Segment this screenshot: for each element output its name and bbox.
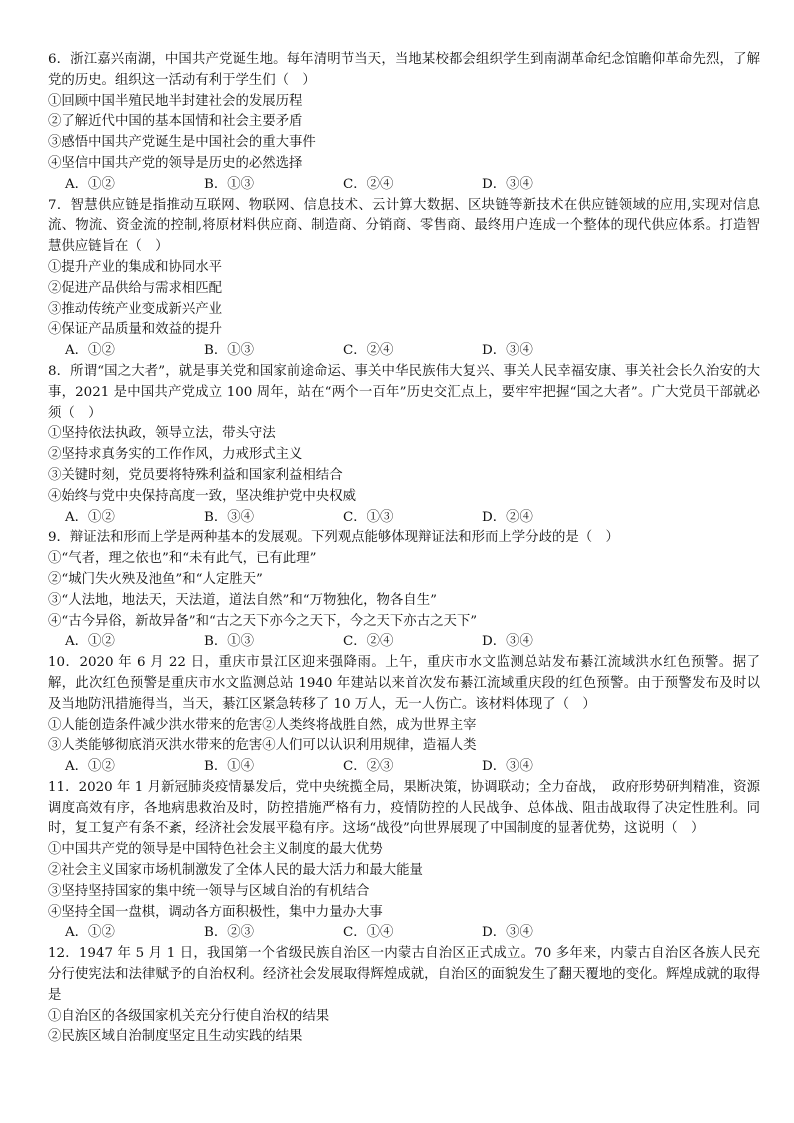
answer-choice-d: D．③④ [482, 176, 533, 192]
answer-choice-b: B．②③ [204, 925, 255, 941]
answer-choice-b: B．③④ [204, 509, 255, 525]
answer-choice-c: C．②③ [343, 759, 394, 775]
question-stem: 11．2020 年 1 月新冠肺炎疫情暴发后，党中央统揽全局，果断决策，协调联动；全力奋战， 政府形势研判精准，资源调度高效有序，各地病患救治及时，防控措施严格有力，疫情防控的人民战争、总体战、阻击战取得了决定性胜利。同时，复工复产有条不紊，经济社会发展平稳有序。这场“战役”向世界展现了中国制度的显著优势，这说明（ ） [48, 779, 760, 837]
statement-option: ②“城门失火殃及池鱼”和“人定胜天” [48, 571, 263, 587]
statement-option: ③感悟中国共产党诞生是中国社会的重大事件 [48, 135, 316, 151]
answer-choice-a: A．①② [65, 176, 115, 192]
question-stem: 12．1947 年 5 月 1 日，我国第一个省级民族自治区一内蒙古自治区正式成立。70 多年来，内蒙古自治区各族人民充分行使宪法和法律赋予的自治权利。经济社会发展取得辉煌成就，自治区的面貌发生了翻天覆地的变化。辉煌成就的取得是 [48, 946, 760, 1003]
statement-option: ③人类能够彻底消灭洪水带来的危害④人们可以认识利用规律，造福人类 [48, 738, 477, 754]
answer-choice-b: B．①④ [204, 759, 255, 775]
question-11 [48, 778, 760, 944]
answer-choice-a: A．①② [65, 925, 115, 941]
answer-choice-c: C．②④ [343, 634, 394, 650]
statement-option: ①中国共产党的领导是中国特色社会主义制度的最大优势 [48, 842, 383, 858]
answer-choices [65, 632, 760, 653]
question-12 [48, 944, 760, 1048]
question-9 [48, 528, 760, 653]
question-stem: 9．辩证法和形而上学是两种基本的发展观。下列观点能够体现辩证法和形而上学分歧的是（ ） [48, 530, 619, 546]
statement-option: ②坚持求真务实的工作作风，力戒形式主义 [48, 447, 303, 463]
answer-choice-b: B．①③ [204, 634, 255, 650]
statement-option: ①人能创造条件减少洪水带来的危害②人类终将战胜自然，成为世界主宰 [48, 717, 477, 733]
answer-choice-a: A．①② [65, 759, 115, 775]
question-7 [48, 196, 760, 362]
statement-option: ②社会主义国家市场机制激发了全体人民的最大活力和最大能量 [48, 863, 423, 879]
statement-option: ②了解近代中国的基本国情和社会主要矛盾 [48, 114, 303, 130]
statement-option: ④始终与党中央保持高度一致，坚决维护党中央权威 [48, 488, 356, 504]
question-stem: 6．浙江嘉兴南湖，中国共产党诞生地。每年清明节当天，当地某校都会组织学生到南湖革命纪念馆瞻仰革命先烈，了解党的历史。组织这一活动有利于学生们（ ） [48, 52, 760, 88]
question-8 [48, 362, 760, 528]
answer-choices [65, 508, 760, 529]
answer-choice-d: D．③④ [482, 343, 533, 359]
answer-choice-c: C．②④ [343, 343, 394, 359]
statement-option: ③坚持坚持国家的集中统一领导与区域自治的有机结合 [48, 883, 370, 899]
question-stem: 8．所谓“国之大者”，就是事关党和国家前途命运、事关中华民族伟大复兴、事关人民幸福安康、事关社会长久治安的大事，2021 是中国共产党成立 100 周年，站在“两个一百年”历史交汇点上，要牢牢把握“国之大者”。广大党员干部就必须（ ） [48, 363, 760, 421]
statement-option: ②民族区域自治制度坚定且生动实践的结果 [48, 1029, 303, 1045]
answer-choice-c: C．①④ [343, 925, 394, 941]
statement-option: ③“人法地，地法天，天法道，道法自然”和“万物独化，物各自生” [48, 592, 437, 608]
statement-option: ①回顾中国半殖民地半封建社会的发展历程 [48, 93, 303, 109]
statement-option: ①坚持依法执政，领导立法，带头守法 [48, 426, 276, 442]
question-stem: 7．智慧供应链是指推动互联网、物联网、信息技术、云计算大数据、区块链等新技术在供应链领域的应用,实现对信息流、物流、资金流的控制,将原材料供应商、制造商、分销商、零售商、最终用户连成一个整体的现代供应体系。打造智慧供应链旨在（ ） [48, 197, 760, 255]
answer-choices [65, 923, 760, 944]
statement-option: ①提升产业的集成和协同水平 [48, 259, 223, 275]
answer-choices [65, 757, 760, 778]
statement-option: ④坚信中国共产党的领导是历史的必然选择 [48, 155, 303, 171]
statement-option: ①自治区的各级国家机关充分行使自治权的结果 [48, 1008, 330, 1024]
statement-option: ①“气者，理之依也”和“未有此气，已有此理” [48, 551, 317, 567]
answer-choice-c: C．②④ [343, 176, 394, 192]
statement-option: ③推动传统产业变成新兴产业 [48, 301, 223, 317]
answer-choice-d: D．③④ [482, 925, 533, 941]
statement-option: ④保证产品质量和效益的提升 [48, 322, 223, 338]
answer-choice-a: A．①② [65, 509, 115, 525]
answer-choices [65, 341, 760, 362]
answer-choice-a: A．①② [65, 634, 115, 650]
question-10 [48, 653, 760, 778]
answer-choice-d: D．③④ [482, 759, 533, 775]
answer-choice-a: A．①② [65, 343, 115, 359]
question-6 [48, 50, 760, 196]
statement-option: ④坚持全国一盘棋，调动各方面积极性，集中力量办大事 [48, 904, 383, 920]
answer-choices [65, 175, 760, 196]
answer-choice-d: D．②④ [482, 509, 533, 525]
answer-choice-b: B．①③ [204, 176, 255, 192]
answer-choice-c: C．①③ [343, 509, 394, 525]
answer-choice-b: B．①③ [204, 343, 255, 359]
statement-option: ④“古今异俗，新故异备”和“古之天下亦今之天下，今之天下亦古之天下” [48, 613, 478, 629]
answer-choice-d: D．③④ [482, 634, 533, 650]
question-stem: 10．2020 年 6 月 22 日，重庆市景江区迎来强降雨。上午，重庆市水文监测总站发布綦江流域洪水红色预警。据了解，此次红色预警是重庆市水文监测总站 1940 年建站以来首次发布綦江流域重庆段的红色预警。由于预警发布及时以及当地防汛措施得当，当天，綦江区紧急转移了 10 万人，无一人伤亡。该材料体现了（ ） [48, 655, 760, 712]
statement-option: ②促进产品供给与需求相匹配 [48, 280, 223, 296]
statement-option: ③关键时刻，党员要将特殊利益和国家利益相结合 [48, 467, 343, 483]
